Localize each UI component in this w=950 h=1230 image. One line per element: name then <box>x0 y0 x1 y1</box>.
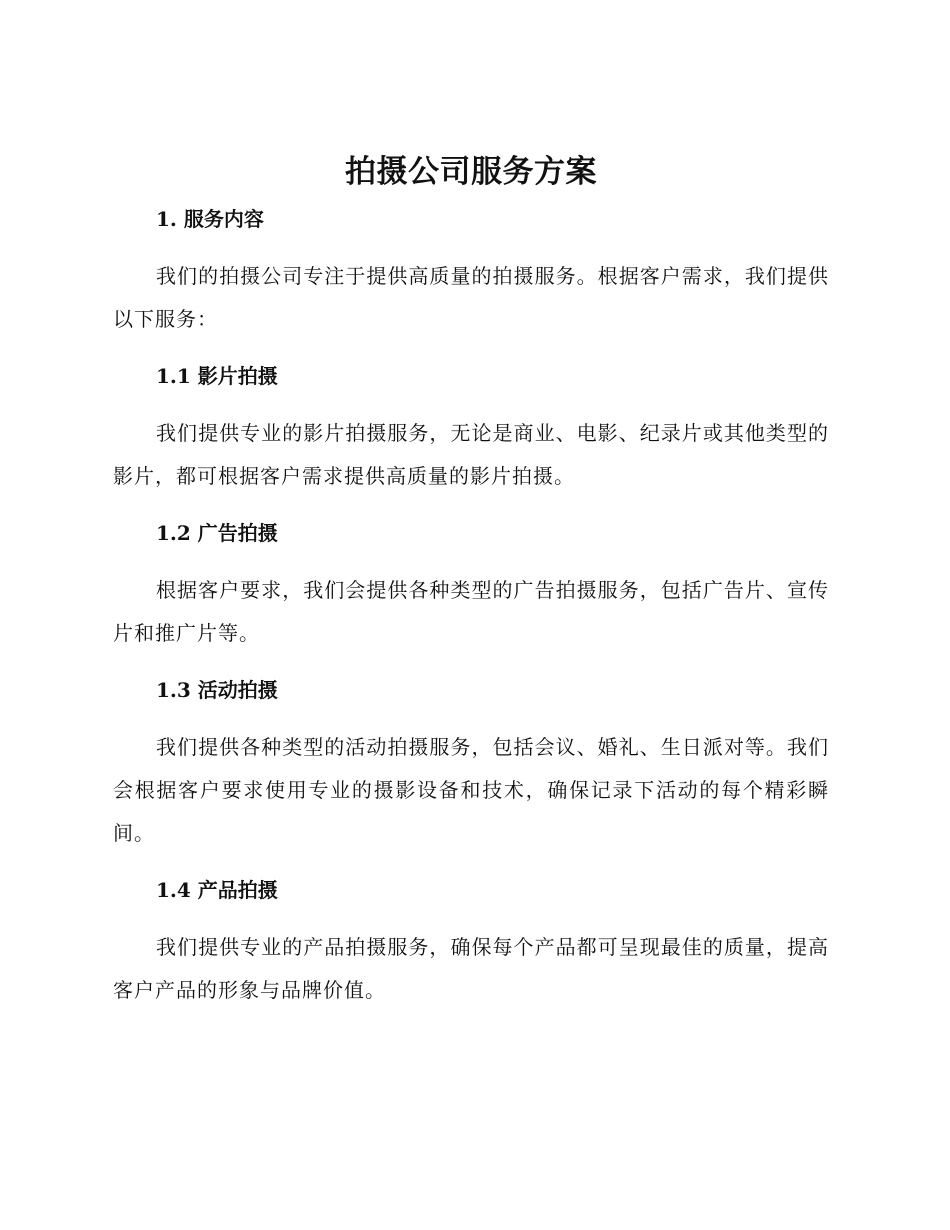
document-title: 拍摄公司服务方案 <box>345 154 597 190</box>
section-heading-advertising: 1.2 广告拍摄 <box>156 521 278 545</box>
section-paragraph-products: 我们提供专业的产品拍摄服务，确保每个产品都可呈现最佳的质量，提高客户产品的形象与品牌价值。 <box>113 935 829 1002</box>
document-body <box>113 150 829 1012</box>
section-heading-services: 1. 服务内容 <box>156 207 264 231</box>
section-heading-products: 1.4 产品拍摄 <box>156 878 278 902</box>
section-heading-film: 1.1 影片拍摄 <box>156 364 278 388</box>
section-paragraph-services: 我们的拍摄公司专注于提供高质量的拍摄服务。根据客户需求，我们提供以下服务： <box>113 264 829 331</box>
section-paragraph-advertising: 根据客户要求，我们会提供各种类型的广告拍摄服务，包括广告片、宣传片和推广片等。 <box>113 578 829 645</box>
section-paragraph-events: 我们提供各种类型的活动拍摄服务，包括会议、婚礼、生日派对等。我们会根据客户要求使用专业的摄影设备和技术，确保记录下活动的每个精彩瞬间。 <box>113 735 829 845</box>
section-heading-events: 1.3 活动拍摄 <box>156 678 278 702</box>
section-paragraph-film: 我们提供专业的影片拍摄服务，无论是商业、电影、纪录片或其他类型的影片，都可根据客户需求提供高质量的影片拍摄。 <box>113 421 829 488</box>
